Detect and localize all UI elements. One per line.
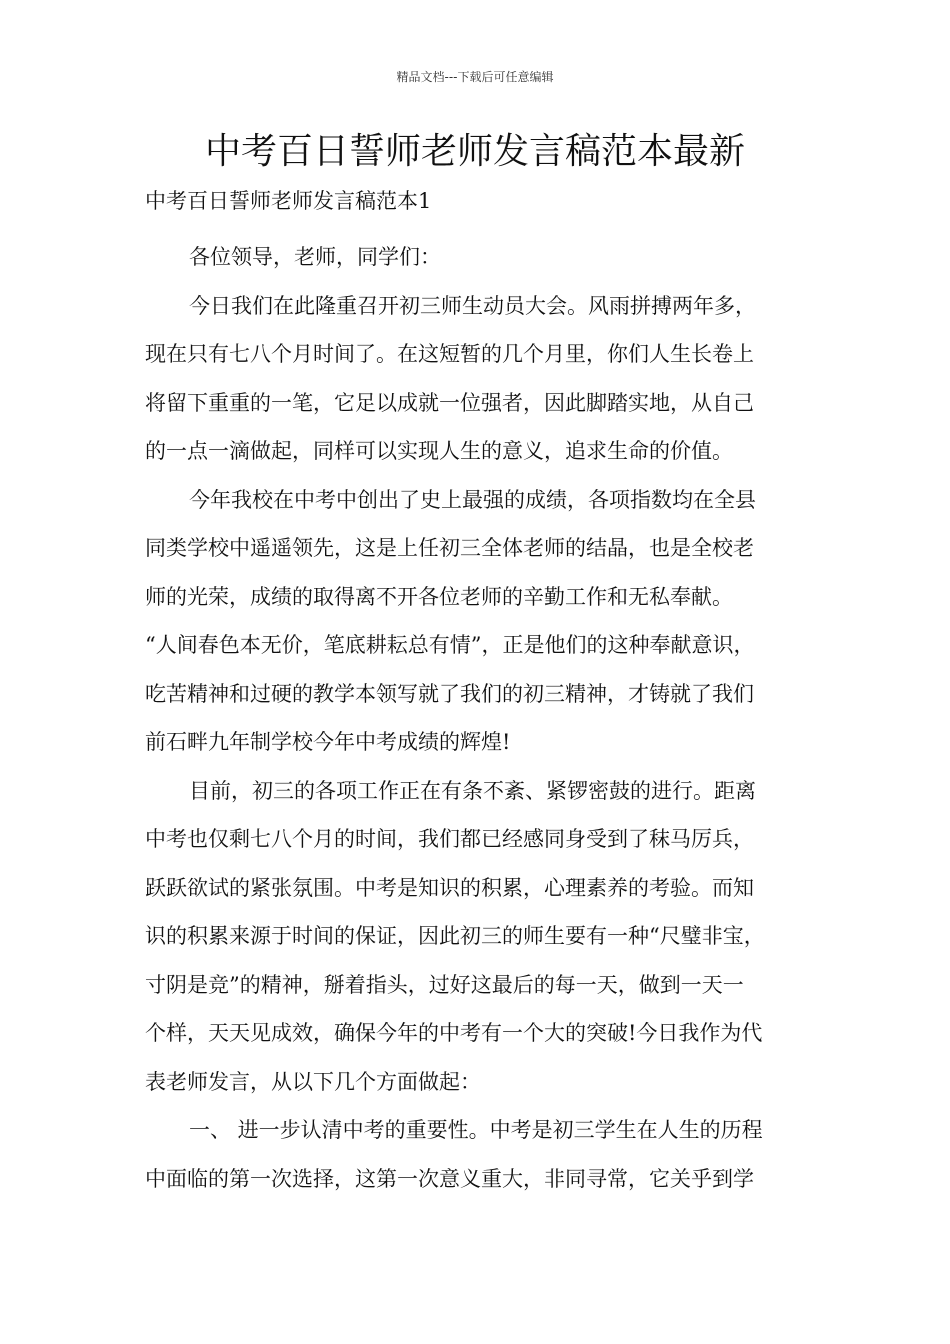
body-line: 中考也仅剩七八个月的时间，我们都已经感同身受到了秣马厉兵， <box>145 827 754 851</box>
body-line: “人间春色本无价，笔底耕耘总有情”，正是他们的这种奉献意识， <box>145 633 755 657</box>
document-body <box>145 233 810 1203</box>
body-line: 识的积累来源于时间的保证，因此初三的师生要有一种“尺璧非宝， <box>145 924 765 948</box>
body-line: 前石畔九年制学校今年中考成绩的辉煌! <box>145 730 511 754</box>
body-line: 各位领导，老师，同学们： <box>189 245 441 269</box>
body-line: 跃跃欲试的紧张氛围。中考是知识的积累，心理素养的考验。而知 <box>145 875 754 900</box>
body-line: 今年我校在中考中创出了史上最强的成绩，各项指数均在全县 <box>189 487 756 512</box>
body-line: 目前，初三的各项工作正在有条不紊、紧锣密鼓的进行。距离 <box>189 778 756 803</box>
body-line: 将留下重重的一笔，它足以成就一位强者，因此脚踏实地，从自己 <box>145 390 754 415</box>
body-line: 现在只有七八个月时间了。在这短暂的几个月里，你们人生长卷上 <box>145 342 754 366</box>
document-title: 中考百日誓师老师发言稿范本最新 <box>204 131 745 172</box>
body-line: 个样，天天见成效，确保今年的中考有一个大的突破!今日我作为代 <box>145 1021 763 1045</box>
body-line: 吃苦精神和过硬的教学本领写就了我们的初三精神，才铸就了我们 <box>145 681 754 706</box>
body-line: 一、 进一步认清中考的重要性。中考是初三学生在人生的历程 <box>189 1118 763 1142</box>
body-line: 今日我们在此隆重召开初三师生动员大会。风雨拼搏两年多， <box>189 293 756 318</box>
body-line: 表老师发言，从以下几个方面做起： <box>145 1069 481 1094</box>
document-subtitle: 中考百日誓师老师发言稿范本1 <box>145 189 432 213</box>
body-line: 的一点一滴做起，同样可以实现人生的意义，追求生命的价值。 <box>145 439 733 463</box>
body-line: 师的光荣，成绩的取得离不开各位老师的辛勤工作和无私奉献。 <box>145 584 733 609</box>
body-line: 同类学校中遥遥领先，这是上任初三全体老师的结晶，也是全校老 <box>145 536 754 560</box>
header-note: 精品文档---下载后可任意编辑 <box>396 70 554 84</box>
body-line: 寸阴是竞”的精神，掰着指头，过好这最后的每一天，做到一天一 <box>145 972 744 997</box>
body-line: 中面临的第一次选择，这第一次意义重大，非同寻常，它关乎到学 <box>145 1166 754 1191</box>
